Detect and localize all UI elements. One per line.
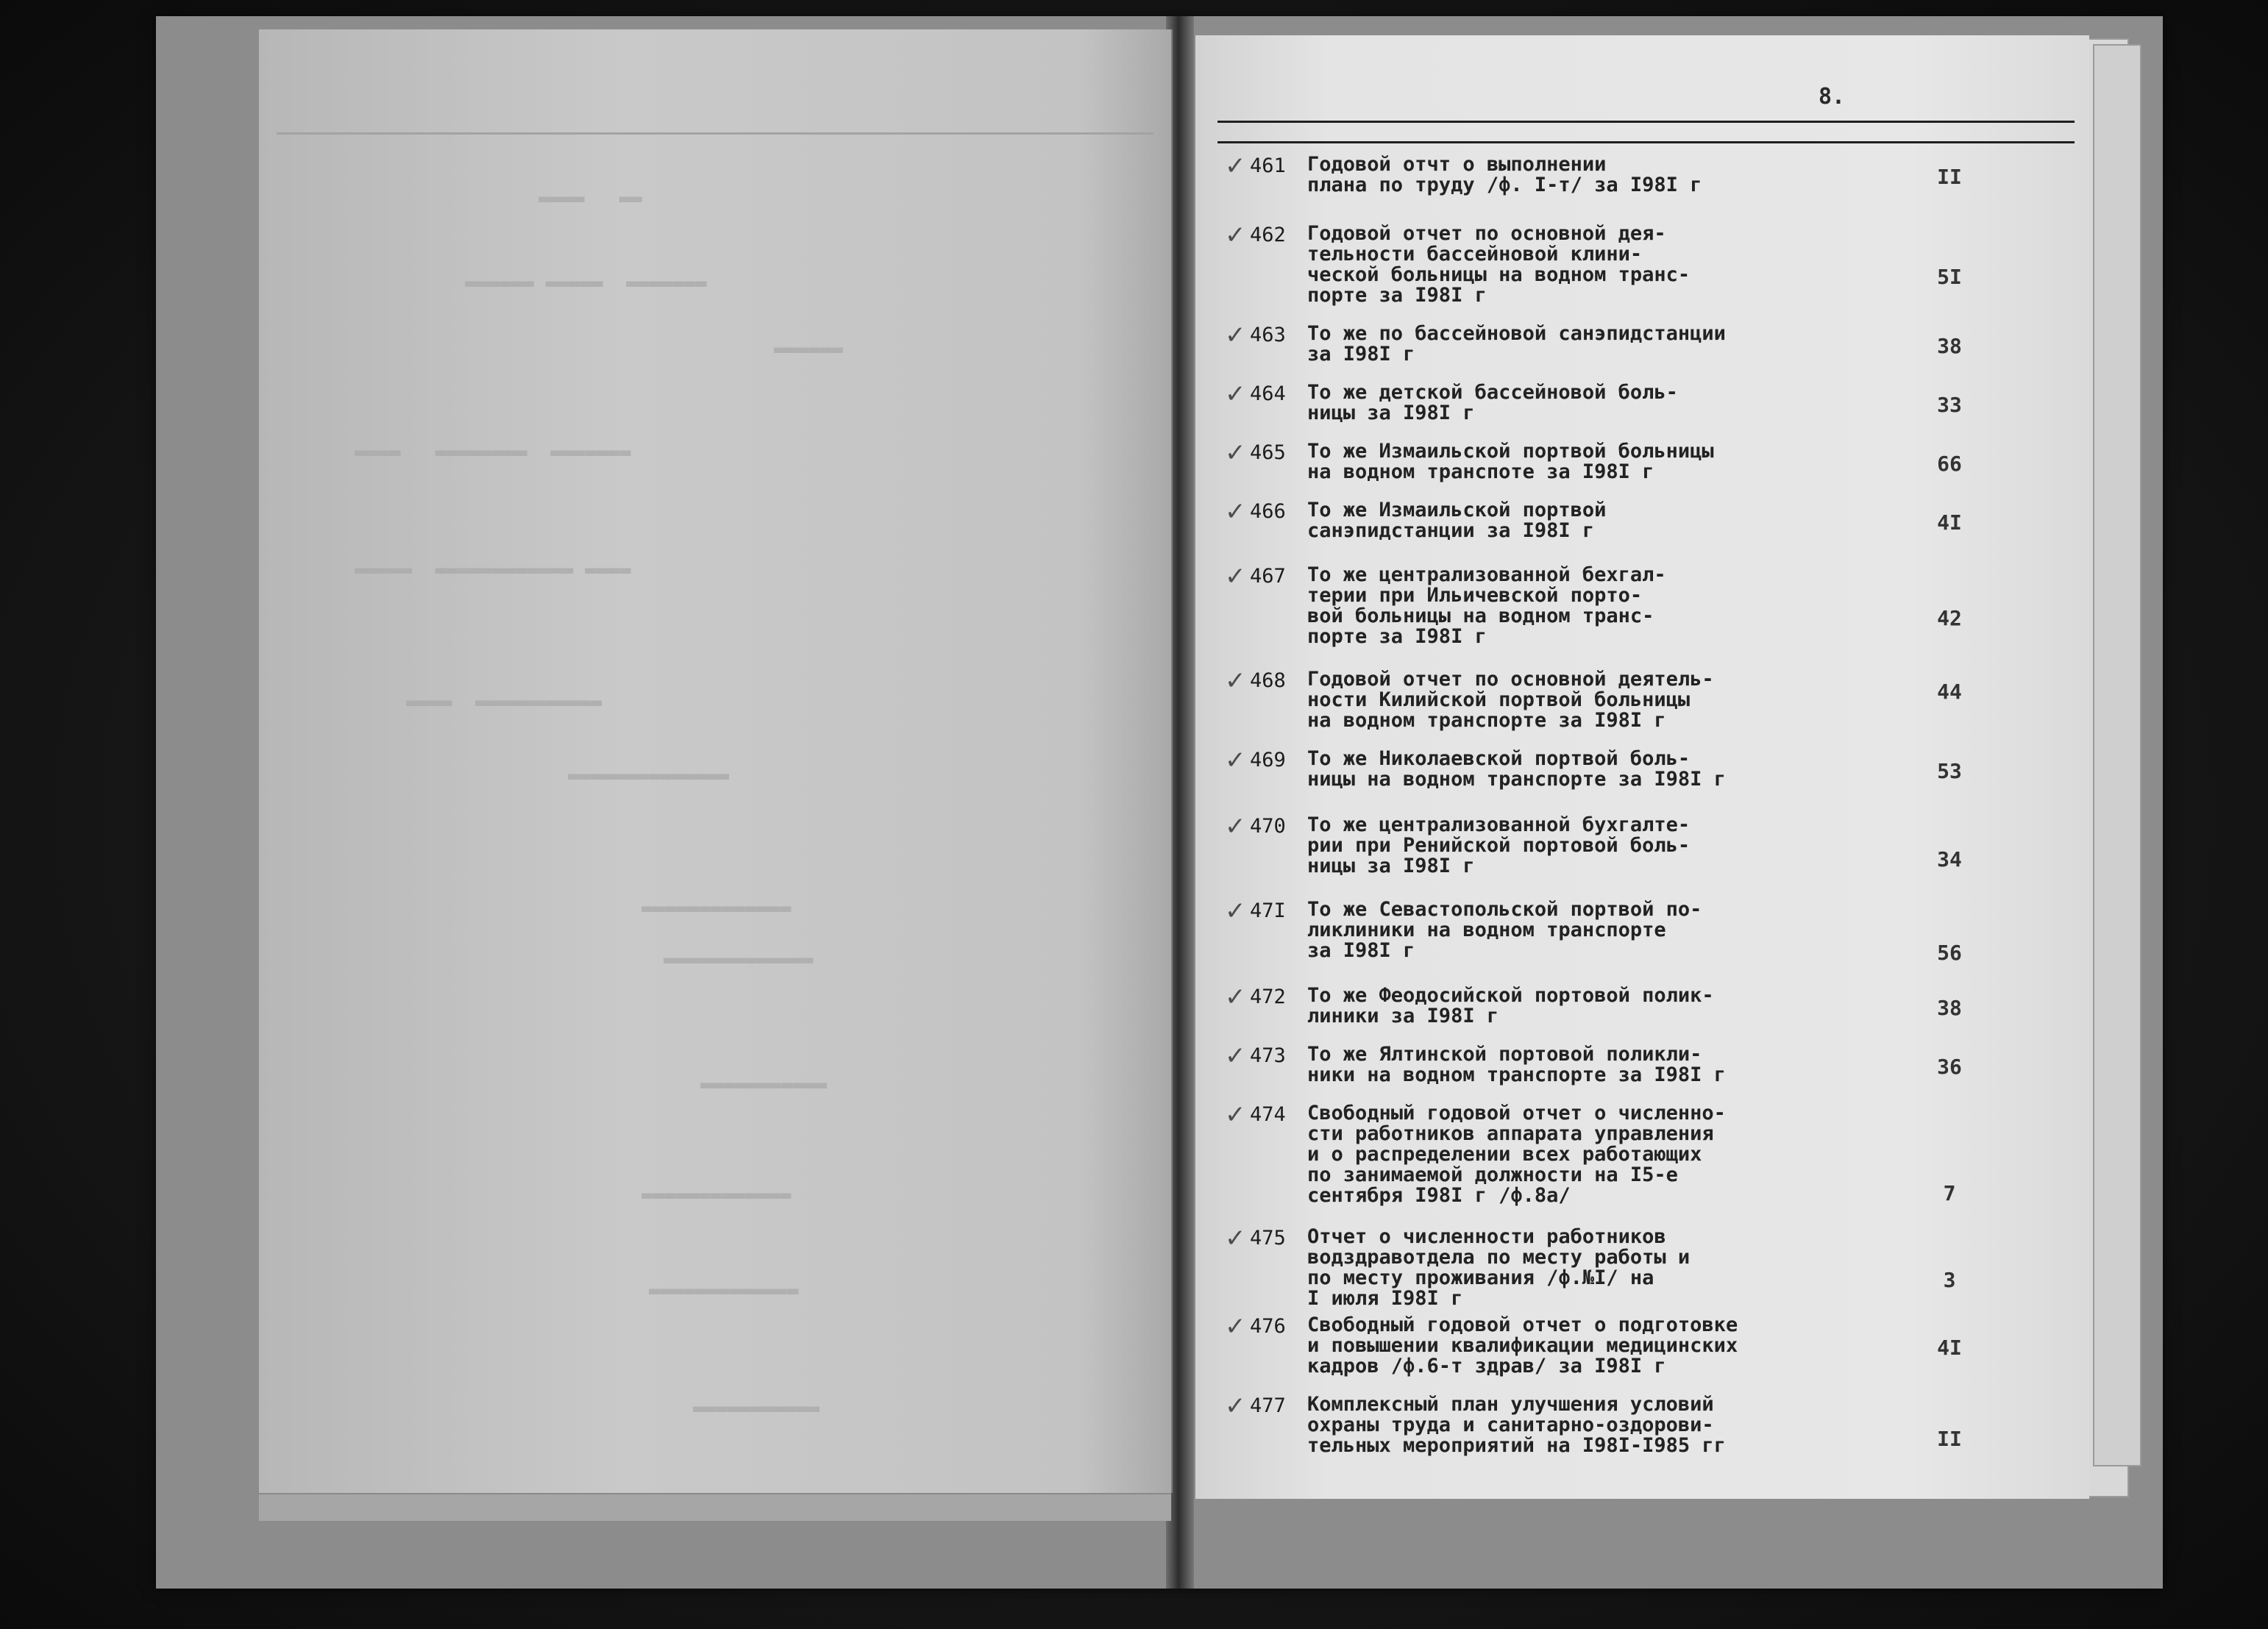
bleed-through-mark: ▬▬▬▬▬▬▬▬▬▬▬▬▬: [664, 949, 814, 971]
checkmark-icon: ✓: [1225, 152, 1246, 181]
entry-title-line: Годовой отчет по основной дея-: [1307, 222, 1666, 245]
entry-title-line: и повышении квалификации медицинских: [1307, 1334, 1738, 1357]
entry-title-line: за I98I г: [1307, 343, 1415, 366]
entry-title-line: То же централизованной бехгал-: [1307, 563, 1666, 586]
bleed-through-mark: ▬▬▬▬▬▬▬▬▬▬▬▬▬: [641, 1184, 792, 1206]
entry-title-line: Годовой отчт о выполнении: [1307, 153, 1607, 176]
entry-title: [1307, 985, 1714, 1027]
sheet-count: 42: [1937, 606, 1962, 630]
bleed-through-mark: ▬▬▬▬▬▬▬▬▬▬▬▬▬: [641, 897, 792, 919]
left-page-stack-edge: [259, 1493, 1171, 1521]
bleed-through-mark: ▬▬▬▬▬▬▬▬▬▬▬▬▬▬: [568, 765, 730, 787]
entry-title-line: кадров /ф.6-т здрав/ за I98I г: [1307, 1355, 1666, 1377]
entry-title-line: рии при Ренийской портовой боль-: [1307, 834, 1691, 857]
entry-title-line: Свободный годовой отчет о подготовке: [1307, 1313, 1738, 1336]
entry-number: 462: [1250, 224, 1286, 246]
entry-title-line: по месту проживания /ф.№I/ на: [1307, 1266, 1654, 1289]
bleed-through-mark: ▬▬▬▬▬▬▬▬▬▬▬: [693, 1397, 820, 1419]
sheet-count: 44: [1937, 680, 1962, 704]
bleed-through-mark: ▬▬▬▬ ▬▬▬▬▬▬▬▬ ▬▬▬▬▬▬▬: [355, 441, 631, 463]
entry-number: 463: [1250, 324, 1286, 346]
entry-number: 472: [1250, 985, 1286, 1008]
entry-title-line: ности Килийской портвой больницы: [1307, 688, 1691, 711]
entry-title-line: I июля I98I г: [1307, 1287, 1463, 1310]
sheet-count: 34: [1937, 847, 1962, 871]
entry-title-line: ницы на водном транспорте за I98I г: [1307, 768, 1726, 791]
sheet-count: 66: [1937, 452, 1962, 476]
entry-number: 473: [1250, 1044, 1286, 1067]
entry-title-line: ческой больницы на водном транс-: [1307, 263, 1691, 286]
entry-number: 474: [1250, 1103, 1286, 1126]
bleed-through-mark: ▬▬▬▬▬▬▬▬▬▬▬: [700, 1074, 828, 1096]
entry-title: [1307, 669, 1714, 731]
entry-title-line: ники на водном транспорте за I98I г: [1307, 1063, 1726, 1086]
entry-title-line: То же централизованной бухгалте-: [1307, 813, 1691, 836]
checkmark-icon: ✓: [1225, 221, 1246, 250]
entry-title-line: ликлиники на водном транспорте: [1307, 919, 1666, 941]
entry-title: [1307, 749, 1726, 790]
sheet-count: 3: [1943, 1268, 1956, 1292]
entry-title-line: водздравотдела по месту работы и: [1307, 1246, 1691, 1269]
bleed-through-mark: ▬▬▬▬▬▬ ▬▬▬▬▬ ▬▬▬▬▬▬▬: [465, 272, 707, 294]
entry-title-line: Свободный годовой отчет о численно-: [1307, 1102, 1726, 1124]
checkmark-icon: ✓: [1225, 897, 1246, 926]
checkmark-icon: ✓: [1225, 1041, 1246, 1071]
entry-title: [1307, 441, 1714, 482]
entry-title-line: Годовой отчет по основной деятель-: [1307, 668, 1714, 691]
entry-title: [1307, 1044, 1726, 1086]
entry-number: 476: [1250, 1315, 1286, 1338]
entry-title-line: по занимаемой должности на I5-е: [1307, 1163, 1678, 1186]
sheet-count: II: [1937, 1427, 1962, 1451]
entry-title-line: То же Севастопольской портвой по-: [1307, 898, 1702, 921]
entry-title-line: за I98I г: [1307, 939, 1415, 962]
entry-title-line: То же детской бассейновой боль-: [1307, 381, 1678, 404]
entry-title-line: То же Измаильской портвой больницы: [1307, 440, 1714, 463]
checkmark-icon: ✓: [1225, 497, 1246, 527]
entry-title-line: вой больницы на водном транс-: [1307, 605, 1654, 627]
bleed-through-mark: ▬▬▬▬ ▬▬▬▬▬▬▬▬▬▬▬: [406, 691, 602, 713]
entry-title: [1307, 324, 1726, 365]
entry-title-line: линики за I98I г: [1307, 1005, 1499, 1027]
entry-title-line: То же Ялтинской портовой поликли-: [1307, 1043, 1702, 1066]
right-page: [1195, 35, 2089, 1499]
entry-number: 465: [1250, 441, 1286, 464]
bleed-through-mark: ▬▬▬▬ ▬▬: [538, 188, 642, 210]
sheet-count: 38: [1937, 996, 1962, 1020]
entry-title: [1307, 382, 1678, 424]
entry-title-line: То же по бассейновой санэпидстанции: [1307, 322, 1726, 345]
sheet-count: 38: [1937, 334, 1962, 358]
left-page-rule: [277, 132, 1153, 135]
sheet-count: II: [1937, 165, 1962, 189]
entry-number: 477: [1250, 1394, 1286, 1417]
checkmark-icon: ✓: [1225, 321, 1246, 350]
entry-title-line: То же Измаильской портвой: [1307, 499, 1607, 521]
entry-title: [1307, 500, 1606, 541]
checkmark-icon: ✓: [1225, 1312, 1246, 1341]
entry-number: 467: [1250, 565, 1286, 588]
checkmark-icon: ✓: [1225, 812, 1246, 841]
entry-number: 466: [1250, 500, 1286, 523]
entry-title: [1307, 899, 1702, 961]
entry-title-line: сти работников аппарата управления: [1307, 1122, 1714, 1145]
page-number: 8.: [1819, 84, 1846, 110]
checkmark-icon: ✓: [1225, 379, 1246, 409]
entry-title-line: и о распределении всех работающих: [1307, 1143, 1702, 1166]
entry-title-line: ницы за I98I г: [1307, 402, 1475, 424]
entry-title-line: То же Феодосийской портовой полик-: [1307, 984, 1714, 1007]
sheet-count: 33: [1937, 393, 1962, 417]
entry-title-line: Отчет о численности работников: [1307, 1225, 1666, 1248]
entry-title-line: порте за I98I г: [1307, 625, 1487, 648]
entry-number: 475: [1250, 1227, 1286, 1250]
bleed-through-mark: ▬▬▬▬▬▬: [774, 338, 843, 360]
header-rule-bottom: [1217, 141, 2075, 143]
checkmark-icon: ✓: [1225, 1224, 1246, 1253]
checkmark-icon: ✓: [1225, 562, 1246, 591]
entry-title-line: охраны труда и санитарно-оздорови-: [1307, 1414, 1714, 1436]
entry-title: [1307, 1315, 1738, 1377]
entry-title: [1307, 1394, 1726, 1456]
entry-title: [1307, 815, 1690, 877]
header-rule-top: [1217, 121, 2075, 123]
entry-number: 464: [1250, 382, 1286, 405]
entry-title-line: То же Николаевской портвой боль-: [1307, 747, 1691, 770]
checkmark-icon: ✓: [1225, 746, 1246, 775]
sheet-count: 4I: [1937, 1336, 1962, 1360]
entry-number: 469: [1250, 749, 1286, 771]
entry-title: [1307, 1227, 1690, 1309]
sheet-count: 53: [1937, 759, 1962, 783]
entry-number: 470: [1250, 815, 1286, 838]
entry-title-line: тельных мероприятий на I98I-I985 гг: [1307, 1434, 1726, 1457]
entry-title-line: Комплексный план улучшения условий: [1307, 1393, 1714, 1416]
entry-title-line: порте за I98I г: [1307, 284, 1487, 307]
entry-title: [1307, 565, 1666, 647]
bleed-through-mark: ▬▬▬▬▬▬▬▬▬▬▬▬▬: [649, 1280, 799, 1302]
sheet-count: 36: [1937, 1055, 1962, 1079]
entry-title-line: санэпидстанции за I98I г: [1307, 519, 1595, 542]
entry-title: [1307, 154, 1702, 196]
entry-title-line: сентября I98I г /ф.8а/: [1307, 1184, 1571, 1207]
sheet-count: 5I: [1937, 265, 1962, 289]
entry-title: [1307, 1103, 1726, 1206]
bleed-through-mark: ▬▬▬▬▬ ▬▬▬▬▬▬▬▬▬▬▬▬ ▬▬▬▬: [355, 559, 631, 581]
entry-number: 461: [1250, 154, 1286, 177]
checkmark-icon: ✓: [1225, 438, 1246, 468]
entry-title-line: ницы за I98I г: [1307, 855, 1475, 877]
entry-title: [1307, 224, 1690, 306]
checkmark-icon: ✓: [1225, 1100, 1246, 1130]
left-page: [259, 29, 1173, 1493]
page-stack-edge: [2093, 44, 2141, 1466]
entry-title-line: на водном транспорте за I98I г: [1307, 709, 1666, 732]
sheet-count: 56: [1937, 941, 1962, 965]
checkmark-icon: ✓: [1225, 983, 1246, 1012]
sheet-count: 4I: [1937, 510, 1962, 535]
entry-number: 47I: [1250, 899, 1286, 922]
entry-title-line: на водном транспоте за I98I г: [1307, 460, 1654, 483]
checkmark-icon: ✓: [1225, 666, 1246, 696]
entry-title-line: тельности бассейновой клини-: [1307, 243, 1643, 265]
entry-title-line: терии при Ильичевской порто-: [1307, 584, 1643, 607]
checkmark-icon: ✓: [1225, 1391, 1246, 1421]
entry-number: 468: [1250, 669, 1286, 692]
sheet-count: 7: [1943, 1181, 1956, 1205]
entry-title-line: плана по труду /ф. I-т/ за I98I г: [1307, 174, 1702, 196]
